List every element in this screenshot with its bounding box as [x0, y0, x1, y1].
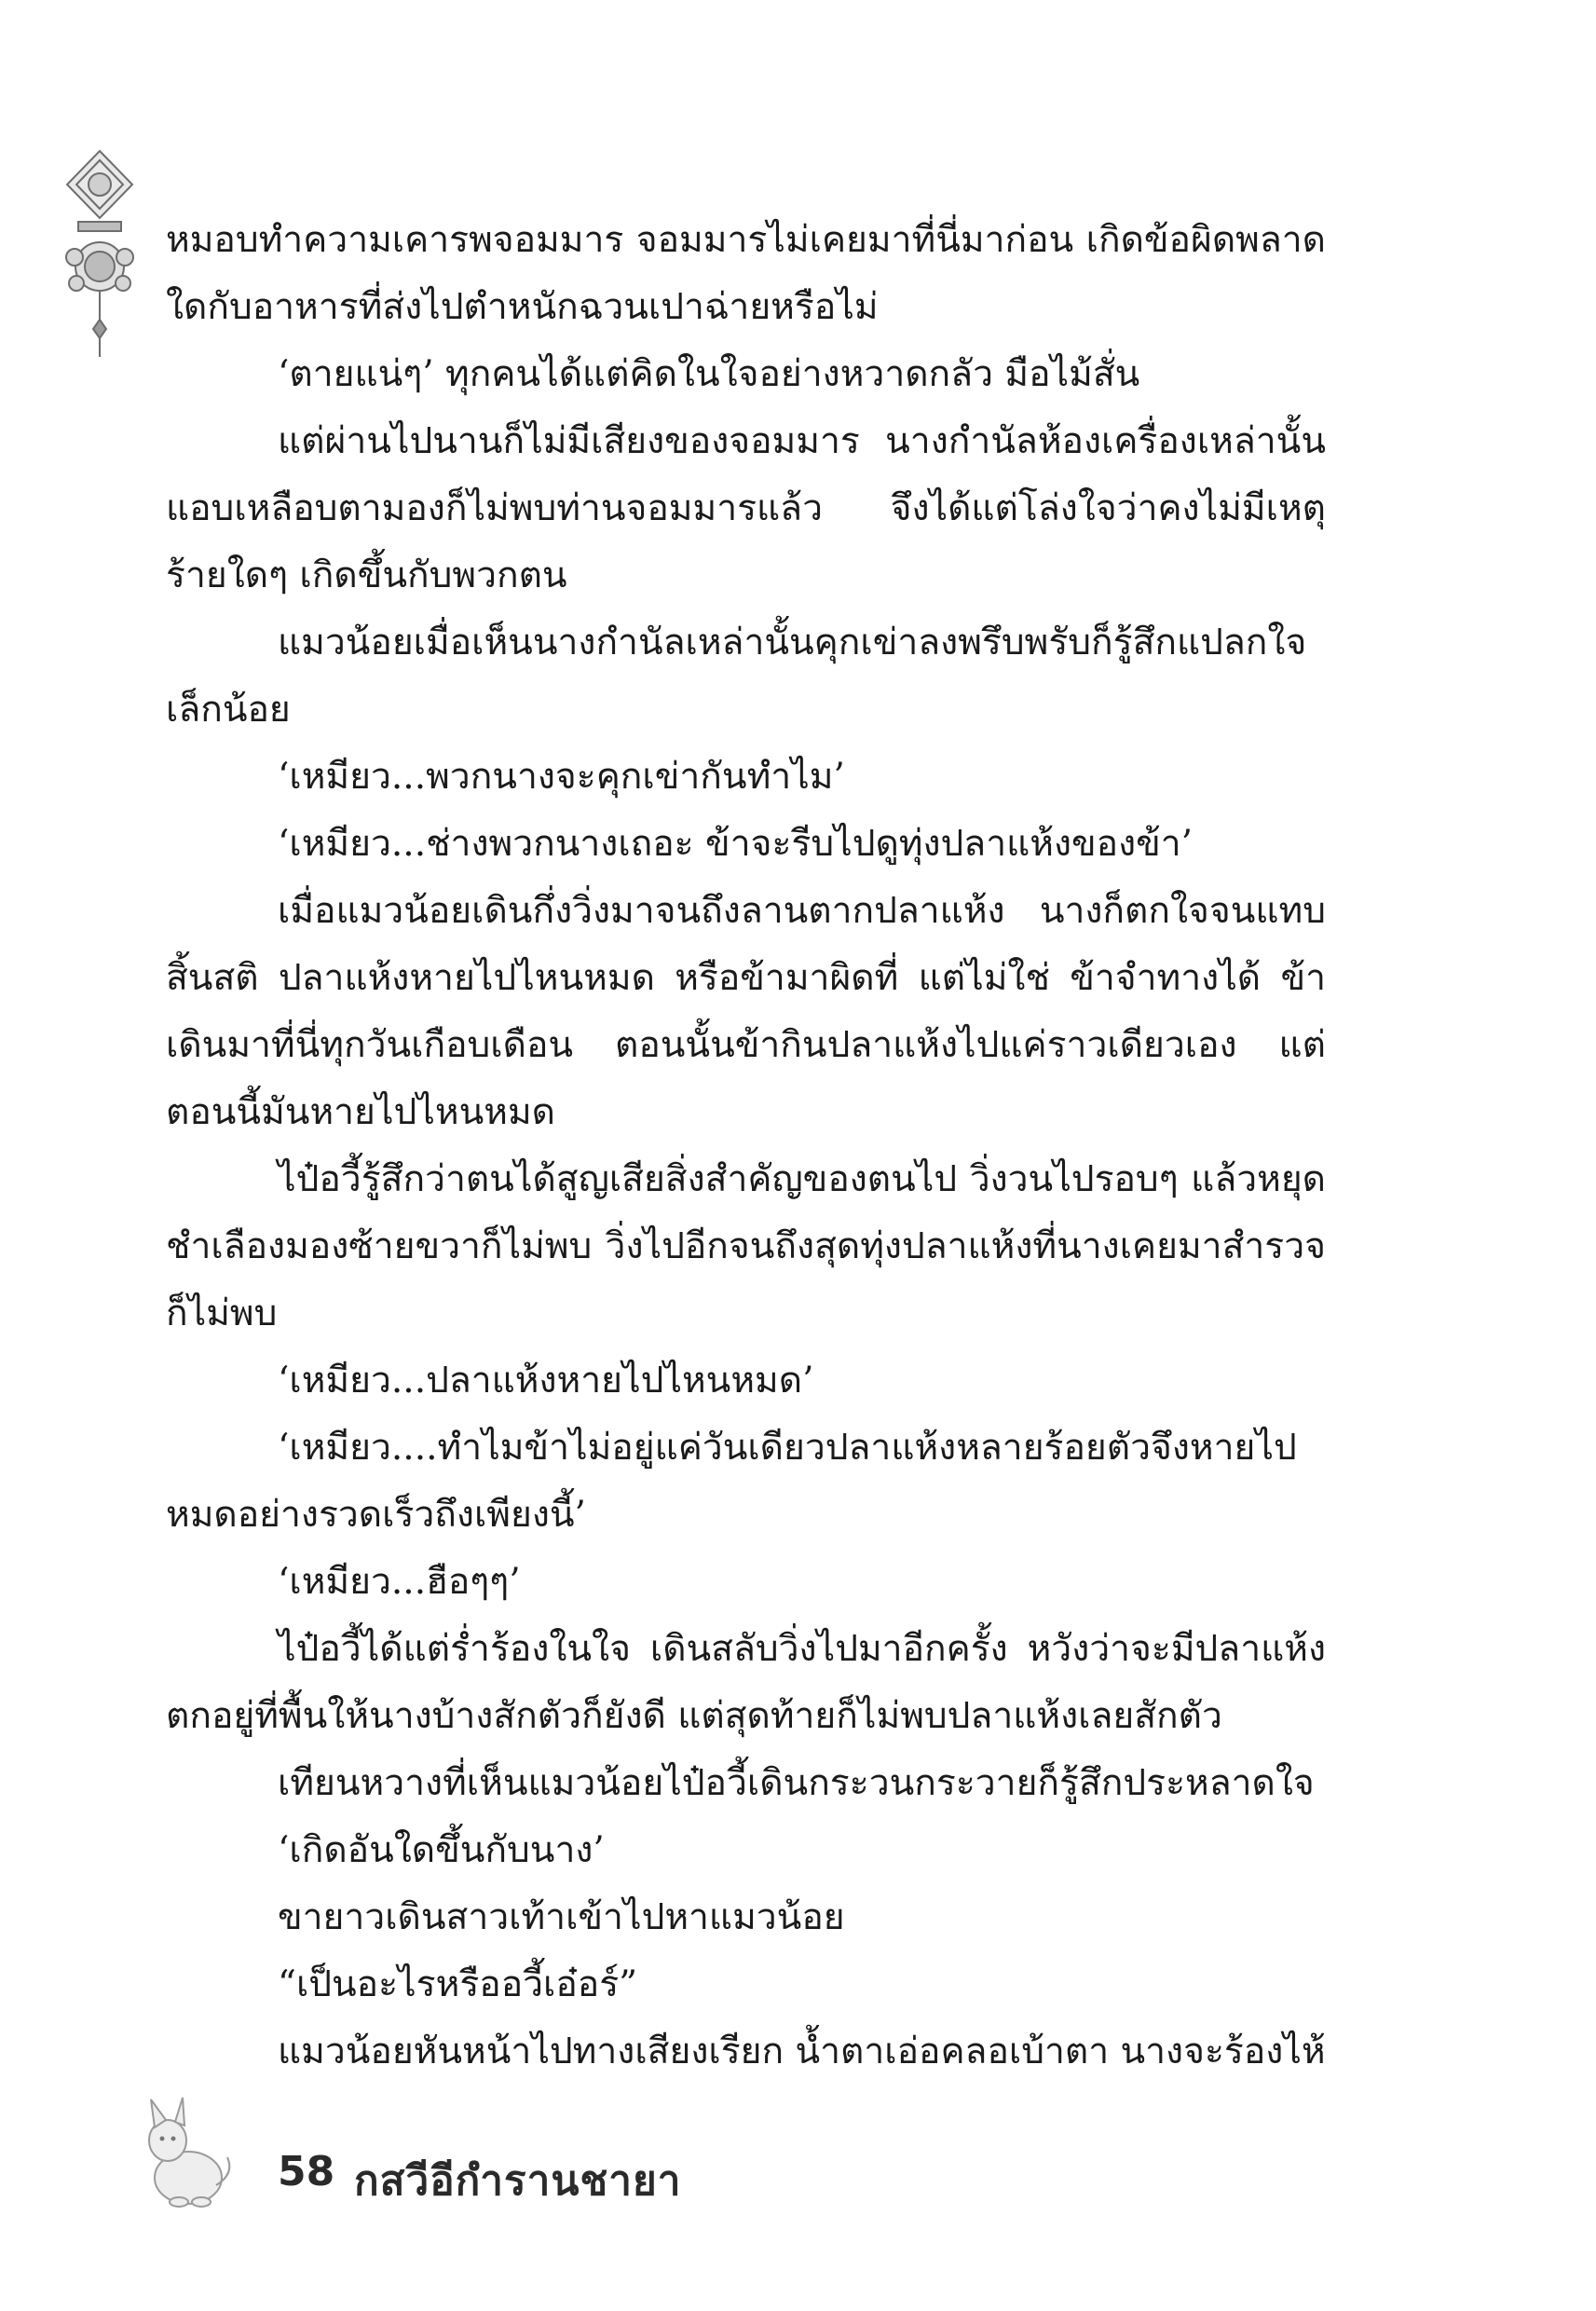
page-number: 58: [278, 2148, 335, 2195]
paragraph: ‘เหมียว...พวกนางจะคุกเข่ากันทำไม’: [278, 756, 845, 798]
paragraph: ‘เหมียว...ปลาแห้งหายไปไหนหมด’: [278, 1360, 814, 1402]
paragraph: ไป๋อวี้ได้แต่ร่ำร้องในใจ เดินสลับวิ่งไปมาอีกครั้ง หวังว่าจะมีปลาแห้งตกอยู่ที่พื้นให้นางบ้างสักตัวก็ยังดี แต่สุดท้ายก็ไม่พบปลาแห้งเลยสักตัว: [166, 1628, 1326, 1737]
paragraph: ‘เหมียว...ฮือๆๆ’: [278, 1561, 521, 1603]
paragraph: แมวน้อยเมื่อเห็นนางกำนัลเหล่านั้นคุกเข่าลงพรึบพรับก็รู้สึกแปลกใจเล็กน้อย: [166, 622, 1307, 731]
paragraph: ‘เหมียว...ช่างพวกนางเถอะ ข้าจะรีบไปดูทุ่งปลาแห้งของข้า’: [278, 823, 1194, 865]
paragraph: “เป็นอะไรหรืออวี้เอ๋อร์”: [278, 1963, 638, 2005]
paragraph: ไป๋อวี้รู้สึกว่าตนได้สูญเสียสิ่งสำคัญของตนไป วิ่งวนไปรอบๆ แล้วหยุดชำเลืองมองซ้ายขวาก็ไม่พบ วิ่งไปอีกจนถึงสุดทุ่งปลาแห้งที่นางเคยมาสำรวจก็ไม่พบ: [166, 1158, 1326, 1334]
paragraph: หมอบทำความเคารพจอมมาร จอมมารไม่เคยมาที่นี่มาก่อน เกิดข้อผิดพลาดใดกับอาหารที่ส่งไปตำหนักฉวนเปาฉ่ายหรือไม่: [166, 219, 1326, 328]
paragraph: ‘เหมียว....ทำไมข้าไม่อยู่แค่วันเดียวปลาแห้งหลายร้อยตัวจึงหายไปหมดอย่างรวดเร็วถึงเพียงนี้’: [166, 1427, 1297, 1536]
paragraph: แมวน้อยหันหน้าไปทางเสียงเรียก น้ำตาเอ่อคลอเบ้าตา นางจะร้องไห้: [278, 2031, 1326, 2072]
cat-icon: [130, 2092, 242, 2208]
paragraph: เทียนหวางที่เห็นแมวน้อยไป๋อวี้เดินกระวนกระวายก็รู้สึกประหลาดใจ: [278, 1762, 1315, 1804]
body-text: [166, 207, 1326, 2085]
decorative-ornament-icon: [58, 147, 142, 362]
paragraph: แต่ผ่านไปนานก็ไม่มีเสียงของจอมมาร นางกำนัลห้องเครื่องเหล่านั้นแอบเหลือบตามองก็ไม่พบท่านจอมมารแล้ว จึงได้แต่โล่งใจว่าคงไม่มีเหตุร้ายใดๆ เกิดขึ้นกับพวกตน: [166, 420, 1326, 596]
paragraph: เมื่อแมวน้อยเดินกึ่งวิ่งมาจนถึงลานตากปลาแห้ง นางก็ตกใจจนแทบสิ้นสติ ปลาแห้งหายไปไหนหมด หรือข้ามาผิดที่ แต่ไม่ใช่ ข้าจำทางได้ ข้าเดินมาที่นี่ทุกวันเกือบเดือน ตอนนั้นข้ากินปลาแห้งไปแค่ราวเดียวเอง แต่ตอนนี้มันหายไปไหนหมด: [166, 890, 1326, 1133]
book-title: กสวีอีกำรานชายา: [354, 2157, 682, 2205]
page-footer: [130, 2092, 783, 2213]
paragraph: ขายาวเดินสาวเท้าเข้าไปหาแมวน้อย: [278, 1896, 845, 1938]
paragraph: ‘เกิดอันใดขึ้นกับนาง’: [278, 1829, 605, 1871]
paragraph: ‘ตายแน่ๆ’ ทุกคนได้แต่คิดในใจอย่างหวาดกลัว มือไม้สั่น: [278, 353, 1140, 395]
